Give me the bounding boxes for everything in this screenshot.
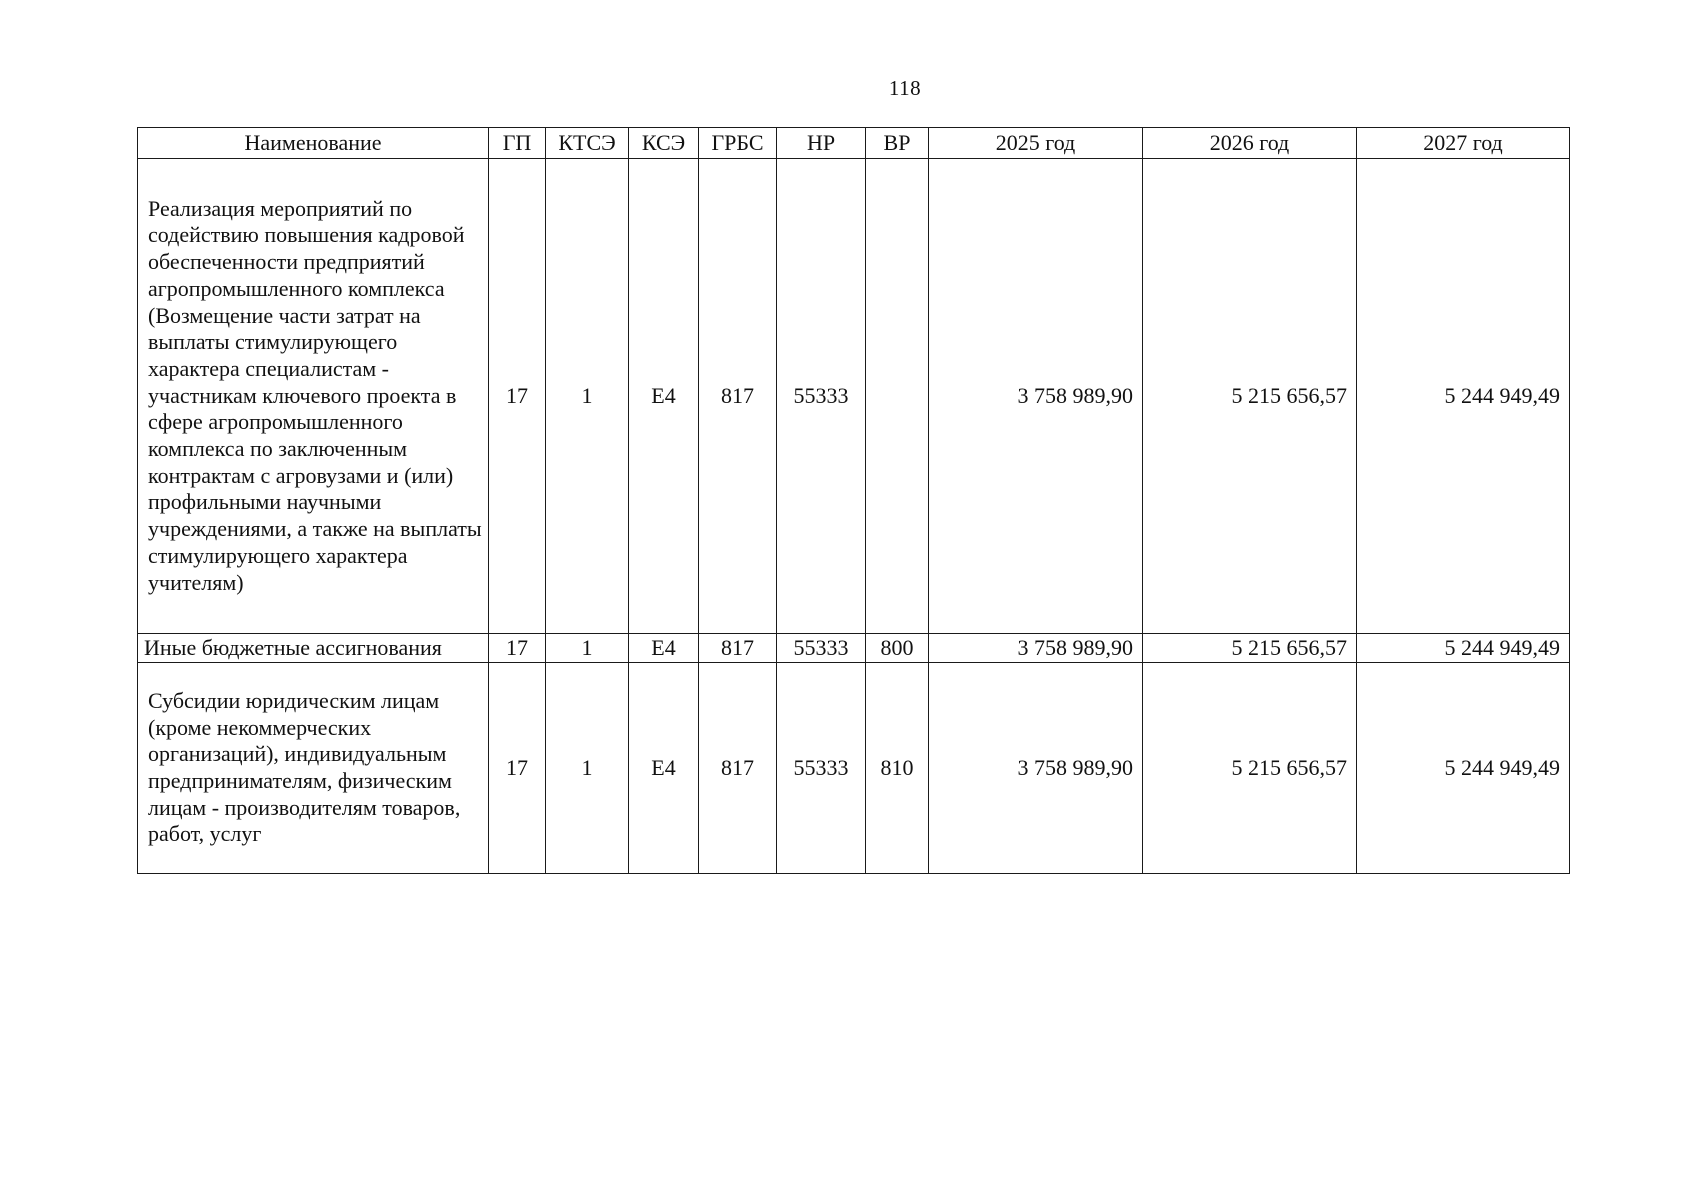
row-ktse: 1	[546, 634, 629, 663]
row-kse: Е4	[629, 663, 699, 874]
row-grbs: 817	[699, 159, 777, 634]
row-amount-2025: 3 758 989,90	[929, 663, 1143, 874]
row-nr: 55333	[777, 634, 866, 663]
row-grbs: 817	[699, 663, 777, 874]
row-gp: 17	[489, 159, 546, 634]
row-name: Субсидии юридическим лицам (кроме некоммерческих организаций), индивидуальным предпринимателям, физическим лицам - производителям товаров, работ, услуг	[138, 663, 489, 874]
row-amount-2026: 5 215 656,57	[1143, 634, 1357, 663]
row-grbs: 817	[699, 634, 777, 663]
row-amount-2027: 5 244 949,49	[1357, 159, 1570, 634]
row-nr: 55333	[777, 159, 866, 634]
row-amount-2027: 5 244 949,49	[1357, 663, 1570, 874]
table-row	[138, 634, 1570, 663]
row-amount-2026: 5 215 656,57	[1143, 663, 1357, 874]
row-name: Иные бюджетные ассигнования	[138, 634, 489, 663]
row-gp: 17	[489, 634, 546, 663]
header-2026: 2026 год	[1143, 128, 1357, 159]
page-number: 118	[888, 76, 922, 100]
table-header-row	[138, 128, 1570, 159]
budget-table	[137, 127, 1570, 874]
header-grbs: ГРБС	[699, 128, 777, 159]
row-kse: Е4	[629, 634, 699, 663]
row-amount-2025: 3 758 989,90	[929, 159, 1143, 634]
row-ktse: 1	[546, 663, 629, 874]
row-name: Реализация мероприятий по содействию повышения кадровой обеспеченности предприятий агропромышленного комплекса (Возмещение части затрат на выплаты стимулирующего характера специалистам - участникам ключевого проекта в сфере агропромышленного комплекса по заключенным контрактам с агровузами и (или) профильными научными учреждениями, а также на выплаты стимулирующего характера учителям)	[138, 159, 489, 634]
row-vr: 810	[866, 663, 929, 874]
row-amount-2025: 3 758 989,90	[929, 634, 1143, 663]
row-amount-2026: 5 215 656,57	[1143, 159, 1357, 634]
row-vr: 800	[866, 634, 929, 663]
table-row	[138, 663, 1570, 874]
row-gp: 17	[489, 663, 546, 874]
header-kse: КСЭ	[629, 128, 699, 159]
row-vr	[866, 159, 929, 634]
header-name: Наименование	[138, 128, 489, 159]
header-nr: НР	[777, 128, 866, 159]
header-gp: ГП	[489, 128, 546, 159]
header-ktse: КТСЭ	[546, 128, 629, 159]
header-vr: ВР	[866, 128, 929, 159]
row-ktse: 1	[546, 159, 629, 634]
table-row	[138, 159, 1570, 634]
row-nr: 55333	[777, 663, 866, 874]
row-kse: Е4	[629, 159, 699, 634]
row-amount-2027: 5 244 949,49	[1357, 634, 1570, 663]
header-2025: 2025 год	[929, 128, 1143, 159]
header-2027: 2027 год	[1357, 128, 1570, 159]
